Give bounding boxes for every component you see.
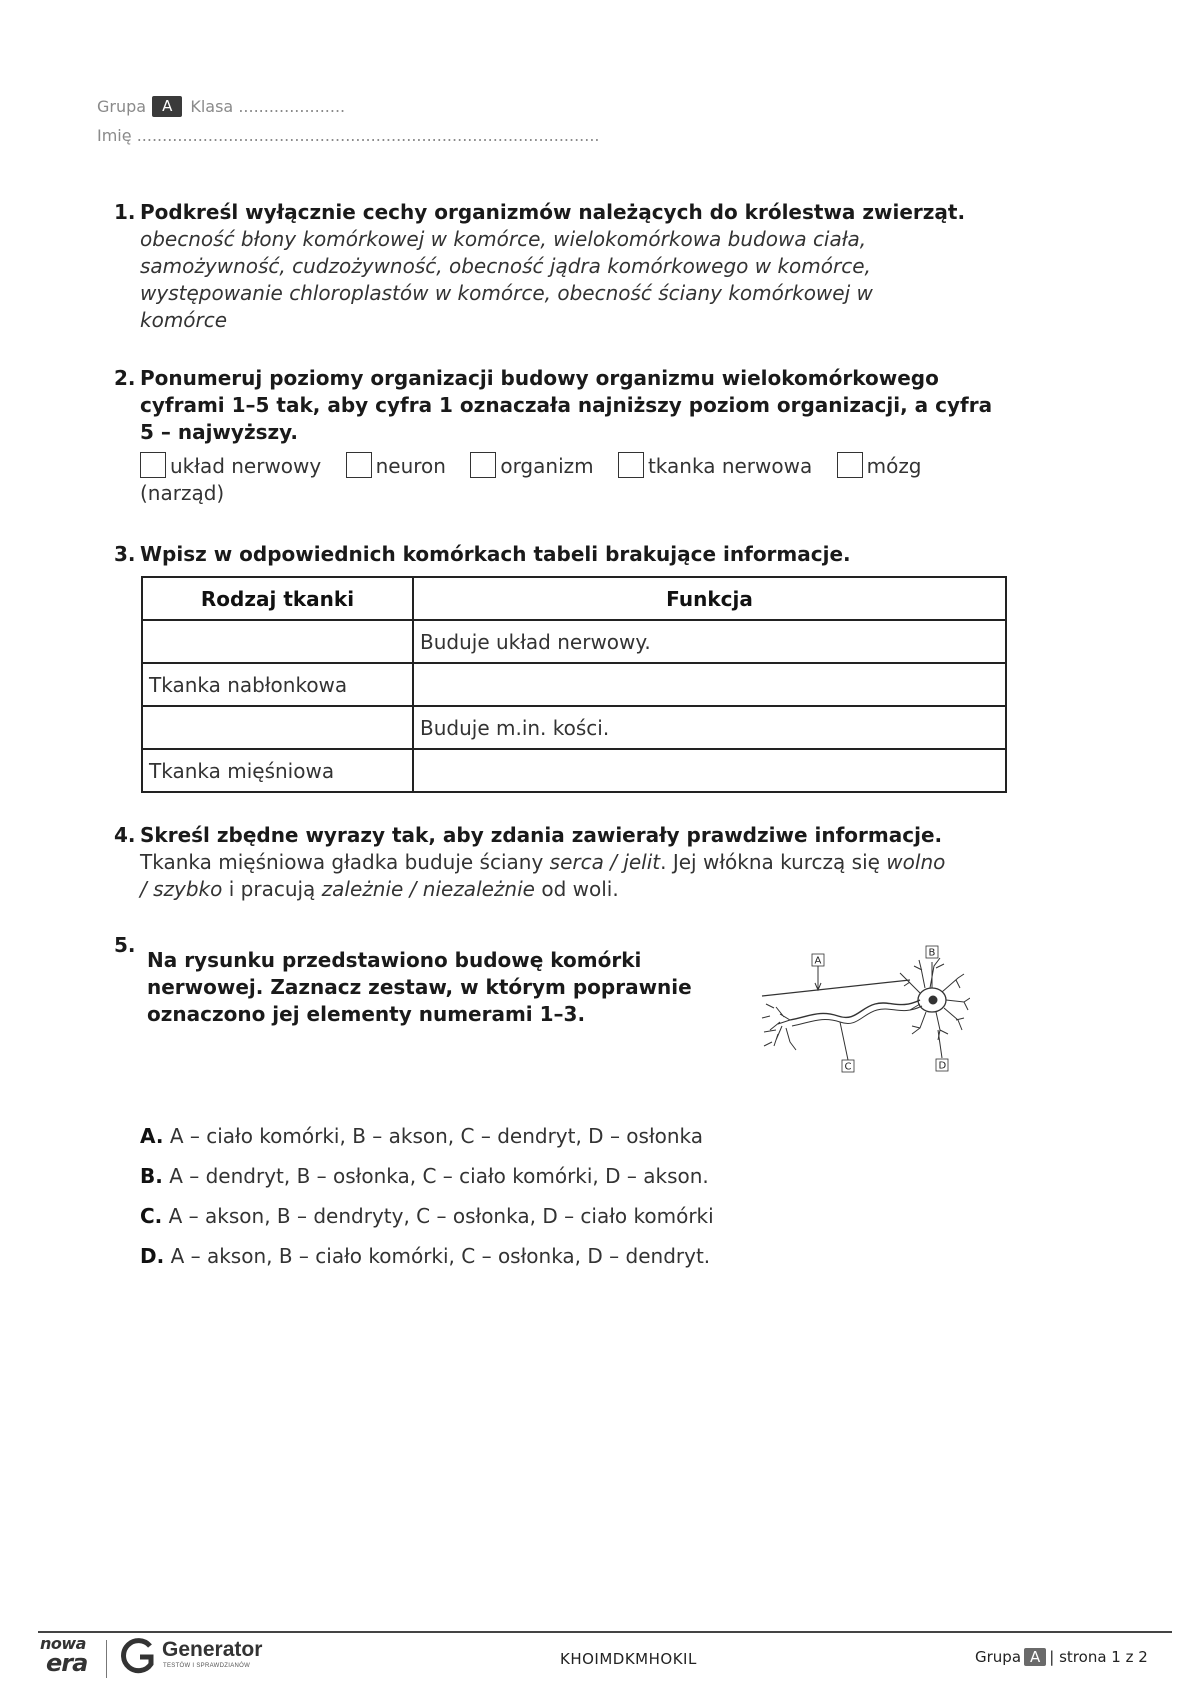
q4-choice[interactable]: / szybko <box>140 877 223 901</box>
q1-line: samożywność, cudzożywność, obecność jądra komórkowego w komórce, <box>140 254 871 278</box>
question-5-title <box>147 947 707 1028</box>
option-text: A – dendryt, B – osłonka, C – ciało komórki, D – akson. <box>169 1164 709 1188</box>
footer-group-badge: A <box>1024 1648 1046 1666</box>
number-box[interactable] <box>140 452 166 478</box>
group-badge: A <box>152 96 182 117</box>
q4-text: i pracują <box>222 877 322 901</box>
q1-line: występowanie chloroplastów w komórce, obecność ściany komórkowej w <box>140 281 873 305</box>
diagram-label-d: D <box>938 1060 947 1072</box>
table-cell[interactable] <box>413 663 1006 706</box>
q4-choice[interactable]: wolno <box>886 850 946 874</box>
table-row <box>142 620 1006 663</box>
ordering-row <box>140 452 1020 480</box>
table-header-row <box>142 577 1006 620</box>
q4-choice[interactable]: zależnie / niezależnie <box>321 877 535 901</box>
option-text: A – akson, B – ciało komórki, C – osłonka, D – dendryt. <box>170 1244 711 1268</box>
question-2-title-line: Ponumeruj poziomy organizacji budowy organizmu wielokomórkowego <box>140 366 939 390</box>
question-5-number: 5. <box>114 933 136 957</box>
option-text: A – akson, B – dendryty, C – osłonka, D – ciało komórki <box>168 1204 714 1228</box>
neuron-drawing <box>762 955 970 1060</box>
document-code: KHOIMDKMHOKIL <box>560 1650 697 1668</box>
page-number: | strona 1 z 2 <box>1049 1648 1148 1666</box>
table-cell: Buduje m.in. kości. <box>413 706 1006 749</box>
number-box[interactable] <box>470 452 496 478</box>
question-2-title-line: cyframi 1–5 tak, aby cyfra 1 oznaczała najniższy poziom organizacji, a cyfra <box>140 393 993 417</box>
logo-divider <box>106 1640 107 1678</box>
name-dots: ........................................................................................... <box>136 126 600 145</box>
q1-line: komórce <box>140 308 228 332</box>
footer-group-label: Grupa <box>975 1648 1022 1666</box>
item-label: mózg <box>866 454 922 478</box>
diagram-label-a: A <box>814 955 822 967</box>
option-letter: A. <box>140 1124 164 1148</box>
table-header-cell: Rodzaj tkanki <box>142 577 413 620</box>
option-letter: B. <box>140 1164 163 1188</box>
answer-option-d[interactable] <box>140 1244 710 1268</box>
q4-text: . Jej włókna kurczą się <box>660 850 887 874</box>
logo-era: era <box>46 1649 88 1677</box>
question-5-title-line: oznaczono jej elementy numerami 1–3. <box>147 1002 586 1026</box>
question-4 <box>140 822 1020 903</box>
name-field <box>97 126 600 145</box>
q1-line: obecność błony komórkowej w komórce, wielokomórkowa budowa ciała, <box>140 227 867 251</box>
q4-sentence-line <box>140 876 1020 903</box>
question-1-number: 1. <box>114 200 136 224</box>
item-label: tkanka nerwowa <box>647 454 813 478</box>
item-label: układ nerwowy <box>170 454 322 478</box>
item-label-continuation: (narząd) <box>140 481 225 505</box>
number-box[interactable] <box>618 452 644 478</box>
option-text: A – ciało komórki, B – akson, C – dendryt, D – osłonka <box>169 1124 704 1148</box>
diagram-label-b: B <box>928 947 936 959</box>
item-label: organizm <box>500 454 594 478</box>
question-4-number: 4. <box>114 823 136 847</box>
question-3-title: Wpisz w odpowiednich komórkach tabeli brakujące informacje. <box>140 542 851 566</box>
table-cell[interactable] <box>413 749 1006 792</box>
table-cell[interactable] <box>142 706 413 749</box>
question-1-title: Podkreśl wyłącznie cechy organizmów należących do królestwa zwierząt. <box>140 200 966 224</box>
nowa-era-logo <box>40 1636 100 1682</box>
option-letter: D. <box>140 1244 165 1268</box>
q4-sentence-line <box>140 849 1020 876</box>
question-3-number: 3. <box>114 542 136 566</box>
question-1 <box>140 199 1000 334</box>
q4-text: od woli. <box>534 877 619 901</box>
option-letter: C. <box>140 1204 163 1228</box>
number-box[interactable] <box>837 452 863 478</box>
table-row <box>142 706 1006 749</box>
q4-text: Tkanka mięśniowa gładka buduje ściany <box>140 850 550 874</box>
table-cell: Tkanka mięśniowa <box>142 749 413 792</box>
group-field <box>97 96 345 117</box>
group-label: Grupa <box>97 97 147 116</box>
question-2-title-line: 5 – najwyższy. <box>140 420 298 444</box>
question-2 <box>140 365 1020 507</box>
class-label: Klasa <box>190 97 234 116</box>
table-cell[interactable] <box>142 620 413 663</box>
question-5-title-line: nerwowej. Zaznacz zestaw, w którym poprawnie <box>147 975 692 999</box>
answer-option-c[interactable] <box>140 1204 714 1228</box>
answer-option-a[interactable] <box>140 1124 703 1148</box>
footer-page-info <box>975 1648 1148 1666</box>
question-2-number: 2. <box>114 366 136 390</box>
item-label: neuron <box>375 454 446 478</box>
logo-generator-text: Generator <box>162 1638 263 1661</box>
diagram-label-c: C <box>844 1061 852 1073</box>
generator-g-icon <box>120 1636 156 1676</box>
tissue-table <box>141 576 1007 793</box>
question-4-title: Skreśl zbędne wyrazy tak, aby zdania zawierały prawdziwe informacje. <box>140 823 943 847</box>
q4-choice[interactable]: serca / jelit <box>549 850 661 874</box>
table-row <box>142 749 1006 792</box>
class-dots: ..................... <box>238 97 346 116</box>
table-cell: Tkanka nabłonkowa <box>142 663 413 706</box>
question-5-title-line: Na rysunku przedstawiono budowę komórki <box>147 948 642 972</box>
name-label: Imię <box>97 126 132 145</box>
logo-generator-sub: TESTÓW I SPRAWDZIANÓW <box>163 1663 251 1669</box>
footer-rule <box>38 1631 1172 1633</box>
number-box[interactable] <box>346 452 372 478</box>
answer-option-b[interactable] <box>140 1164 709 1188</box>
table-cell: Buduje układ nerwowy. <box>413 620 1006 663</box>
table-row <box>142 663 1006 706</box>
logo-nowa: nowa <box>40 1634 86 1653</box>
table-header-cell: Funkcja <box>413 577 1006 620</box>
neuron-diagram <box>760 938 970 1073</box>
